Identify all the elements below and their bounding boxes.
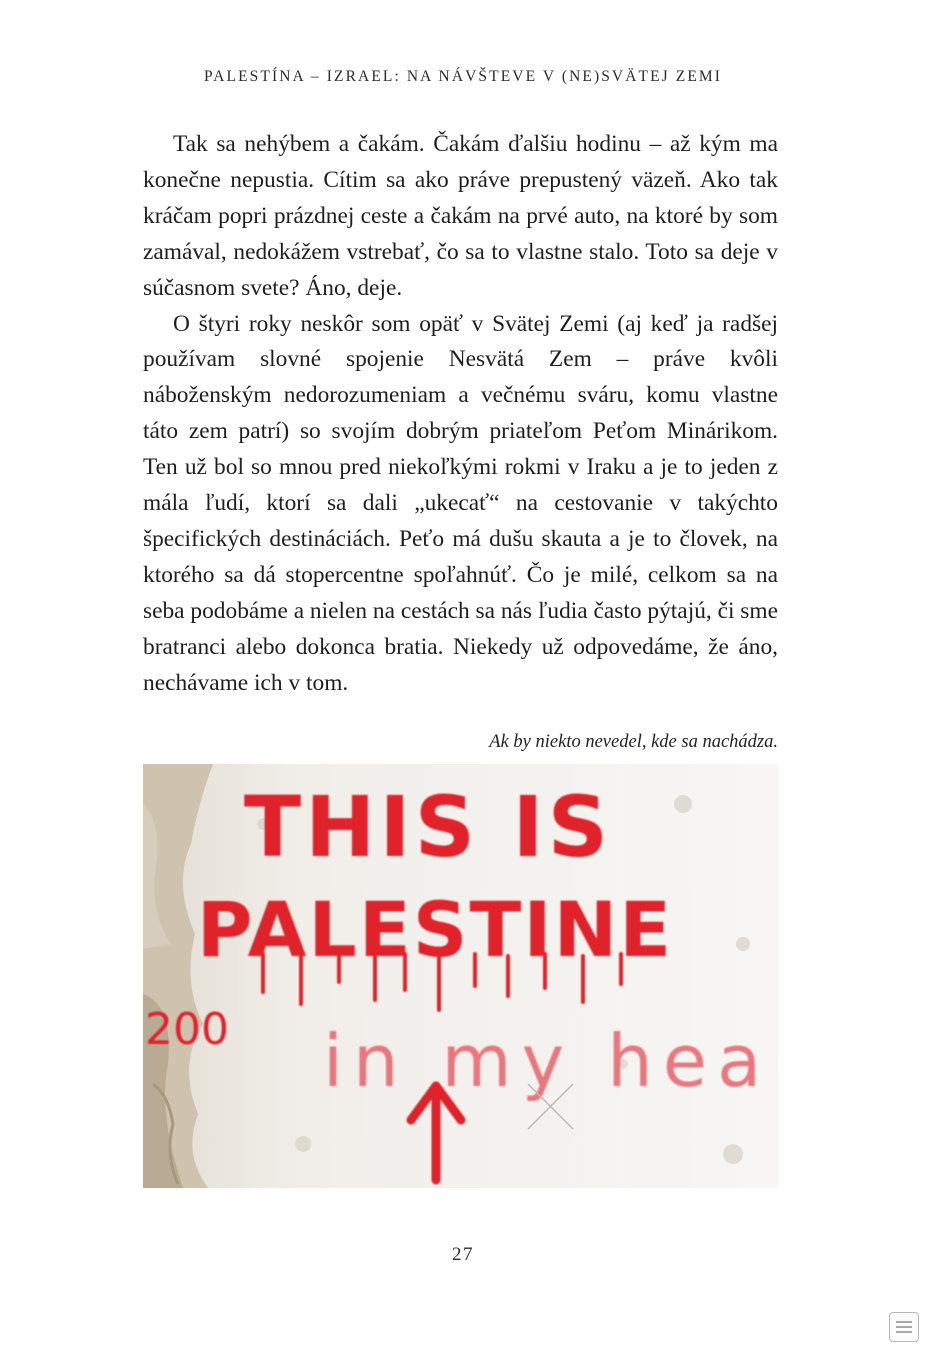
paragraph-1: Tak sa nehýbem a čakám. Čakám ďalšiu hodinu – až kým ma konečne nepustia. Cítim sa ako práve prepustený väzeň. Ako tak kráčam popri prázdnej ceste a čakám na prvé auto, na ktoré by som zamával, nedokážem vstrebať, čo sa to vlastne stalo. Toto sa deje v súčasnom svete? Áno, deje. (143, 131, 778, 301)
page-number: 27 (452, 1244, 474, 1265)
graffiti-line-2: PALESTINE (196, 885, 674, 974)
graffiti-line-1: THIS IS (243, 778, 613, 876)
graffiti-photo (143, 764, 778, 1188)
wall-number: 200 (145, 1004, 229, 1055)
paragraph-2: O štyri roky neskôr som opäť v Svätej Zemi (aj keď ja radšej používam slovné spojenie Nesvätá Zem – práve kvôli náboženským nedorozumeniam a večnému sváru, komu vlastne táto zem patrí) so svojím dobrým priateľom Peťom Minárikom. Ten už bol so mnou pred niekoľkými rokmi v Iraku a je to jeden z mála ľudí, ktorí sa dali „ukecať“ na cestovanie v takýchto špecifických destináciách. Peťo má dušu skauta a je to človek, na ktorého sa dá stopercentne spoľahnúť. Čo je milé, celkom sa na seba podobáme a nielen na cestách sa nás ľudia často pýtajú, či sme bratranci alebo dokonca bratia. Niekedy už odpovedáme, že áno, nechávame ich v tom. (143, 310, 778, 696)
body-text (143, 127, 778, 702)
menu-lines-icon[interactable] (889, 1312, 919, 1342)
running-header: PALESTÍNA – IZRAEL: NA NÁVŠTEVE V (NE)SVÄTEJ ZEMI (203, 68, 723, 85)
photo-caption: Ak by niekto nevedel, kde sa nachádza. (489, 732, 778, 752)
graffiti-line-3: in my hea (323, 1019, 772, 1103)
